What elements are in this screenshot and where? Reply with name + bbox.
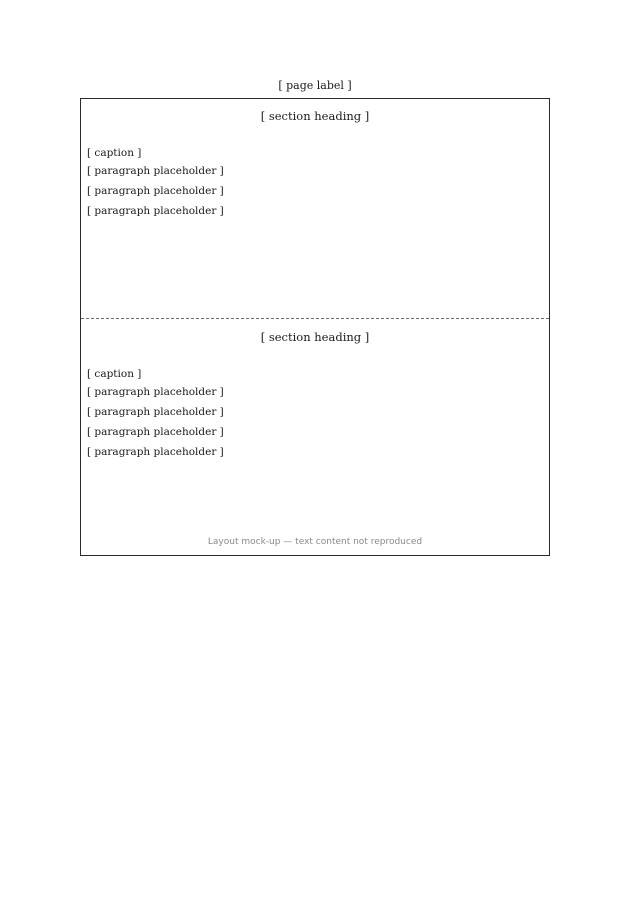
- section-a-caption: [ caption ]: [87, 147, 142, 159]
- section-b-title: [ section heading ]: [260, 330, 370, 344]
- mockup-note: Layout mock-up — text content not reproduced: [207, 537, 423, 547]
- section-b: [81, 320, 549, 460]
- section-b-caption: [ caption ]: [87, 368, 142, 380]
- paragraph: [ paragraph placeholder ]: [87, 386, 224, 398]
- paragraph: [ paragraph placeholder ]: [87, 406, 224, 418]
- section-divider: [81, 318, 549, 319]
- paragraph: [ paragraph placeholder ]: [87, 446, 224, 458]
- page-label: [ page label ]: [278, 79, 352, 92]
- document-frame: [80, 98, 550, 556]
- section-a-title: [ section heading ]: [260, 109, 370, 123]
- paragraph: [ paragraph placeholder ]: [87, 165, 224, 177]
- section-a: [81, 99, 549, 318]
- paragraph: [ paragraph placeholder ]: [87, 426, 224, 438]
- paragraph: [ paragraph placeholder ]: [87, 205, 224, 217]
- paragraph: [ paragraph placeholder ]: [87, 185, 224, 197]
